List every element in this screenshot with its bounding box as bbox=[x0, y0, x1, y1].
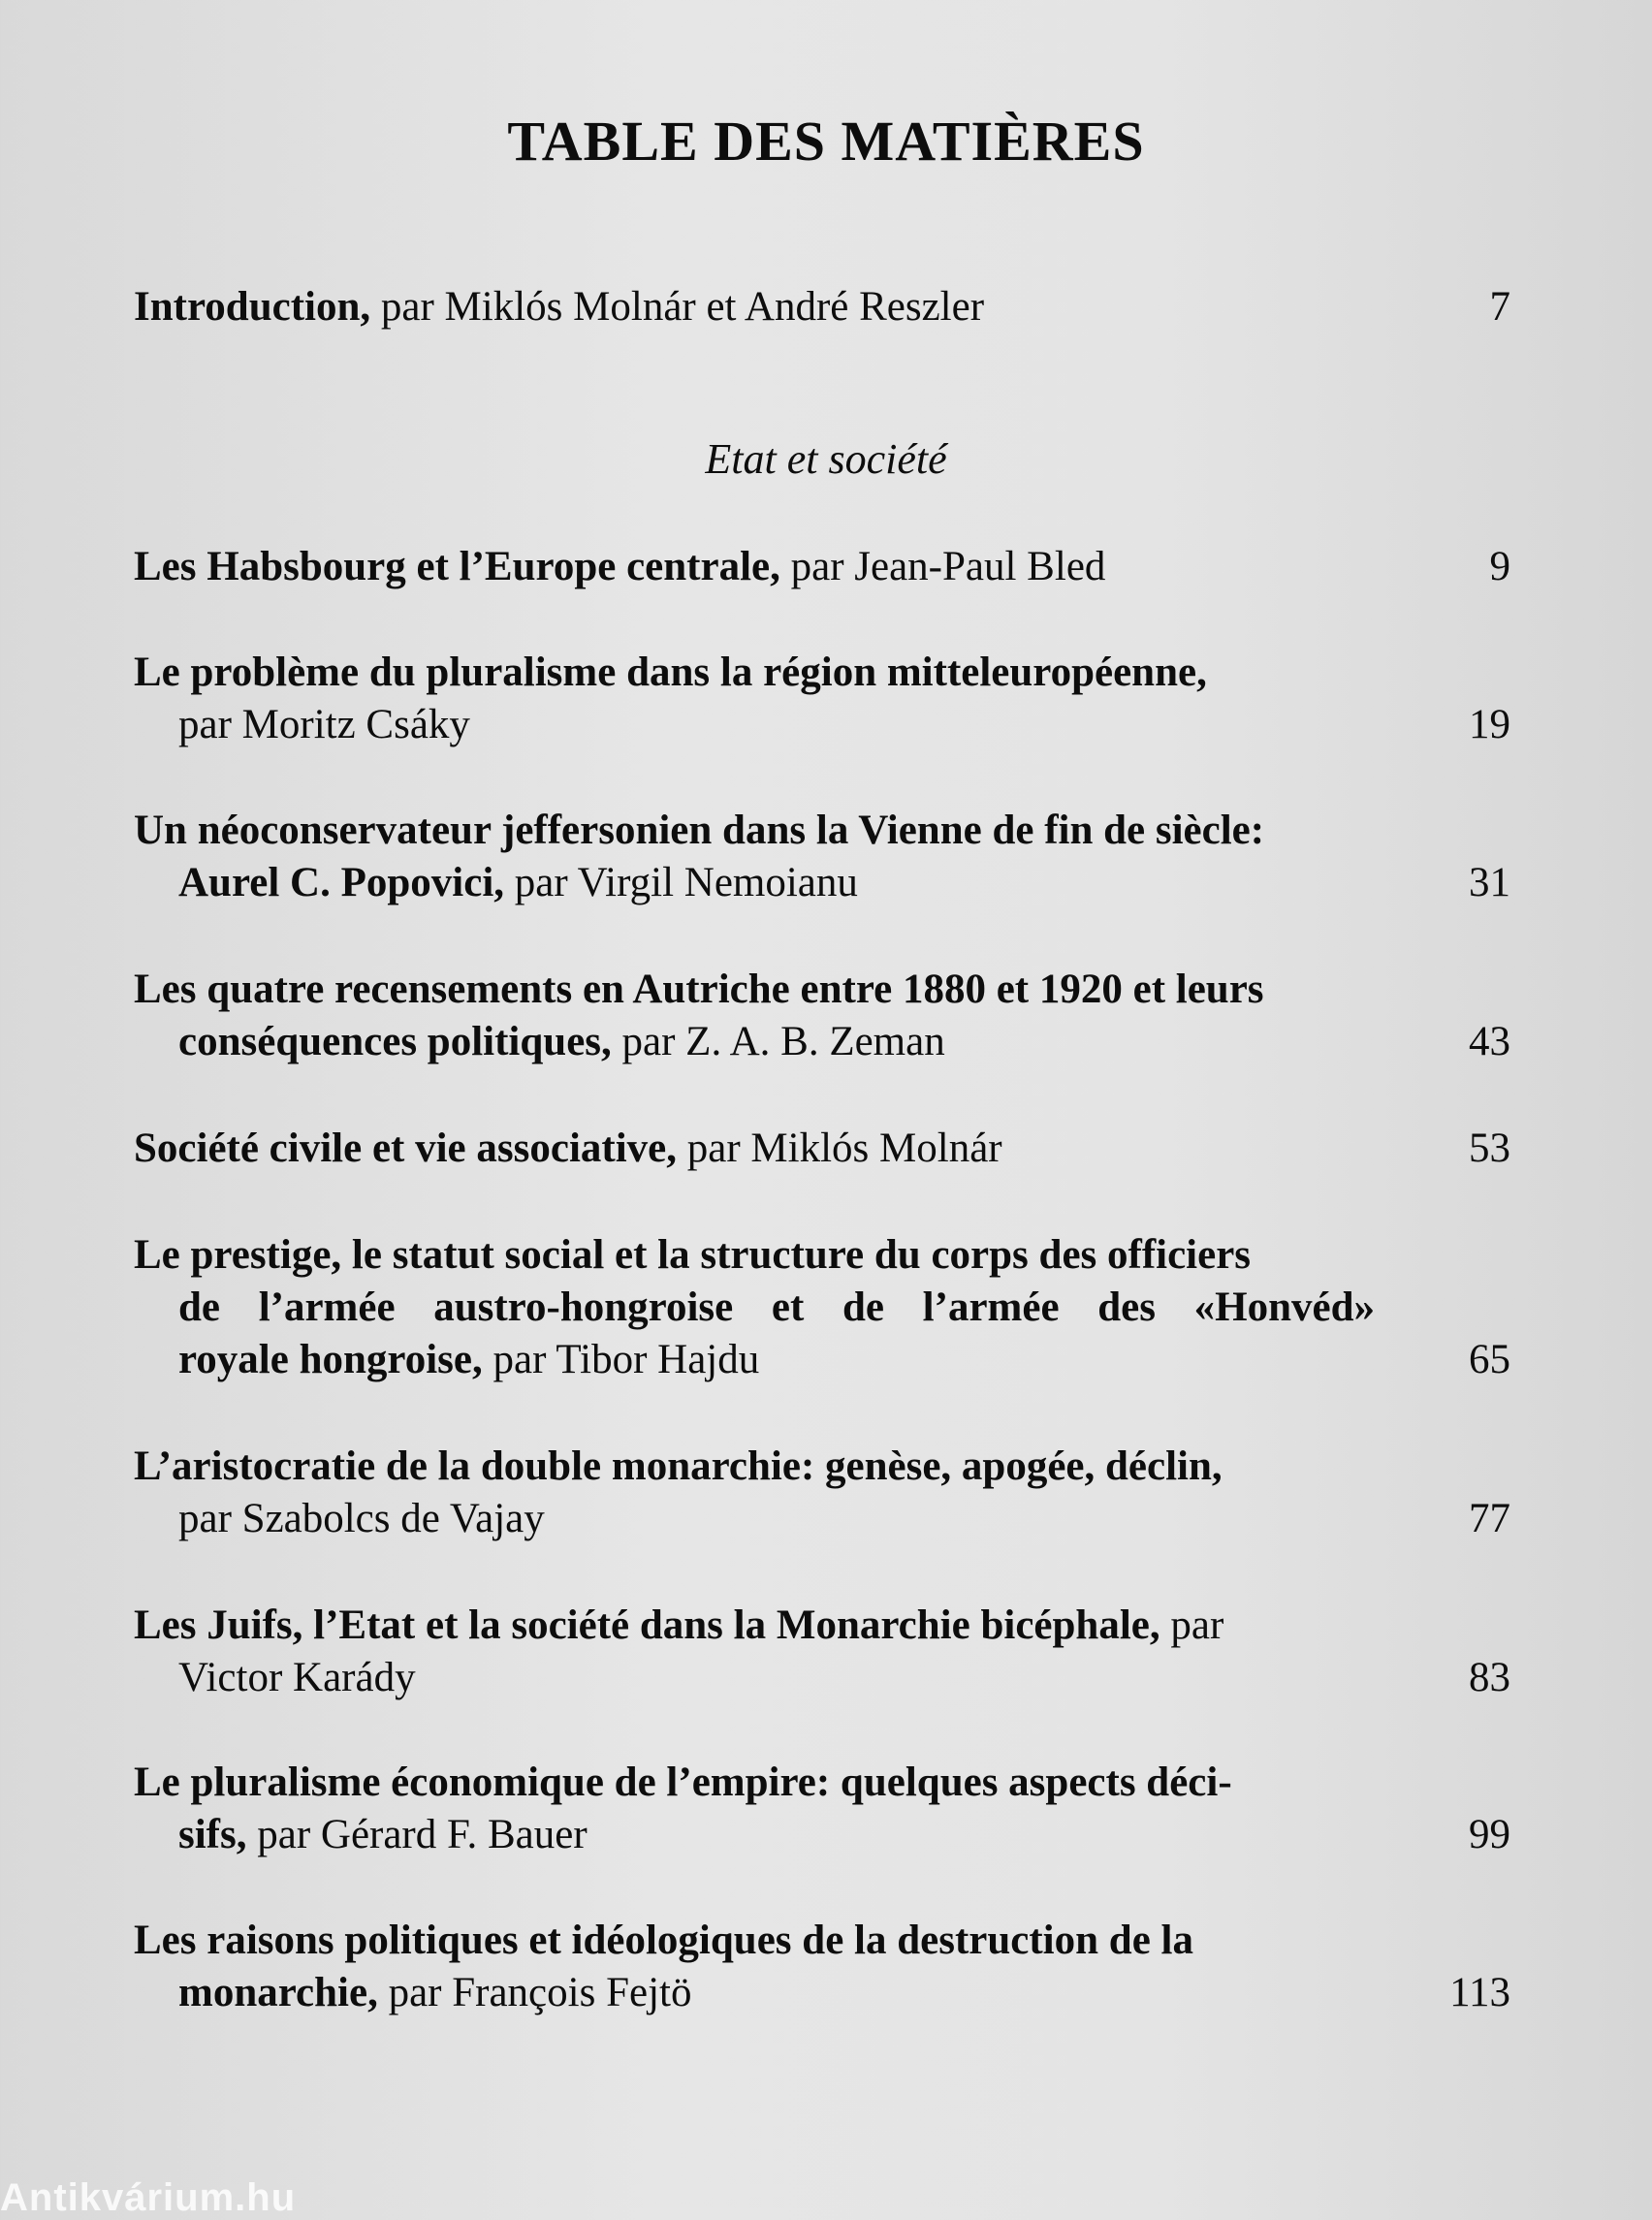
entry-author: par François Fejtö bbox=[377, 1970, 692, 2015]
toc-entry bbox=[134, 1441, 1510, 1545]
page-number: 99 bbox=[1469, 1812, 1510, 1857]
entry-title: Le prestige, le statut social et la structure du corps des officiers bbox=[134, 1232, 1252, 1278]
page-number: 83 bbox=[1469, 1655, 1510, 1700]
entry-author: par Moritz Csáky bbox=[178, 702, 470, 747]
entry-title-continued: conséquences politiques, bbox=[178, 1019, 612, 1064]
entry-author: par Tibor Hajdu bbox=[482, 1337, 760, 1382]
entry-author: par bbox=[1160, 1602, 1224, 1648]
section-heading: Etat et société bbox=[705, 435, 947, 483]
entry-title: Le pluralisme économique de l’empire: quelques aspects déci- bbox=[134, 1760, 1232, 1805]
entry-title: Le problème du pluralisme dans la région mitteleuropéenne, bbox=[134, 650, 1207, 695]
entry-title-continued: de l’armée austro-hongroise et de l’armée des «Honvéd» bbox=[178, 1284, 1375, 1330]
entry-author: par Gérard F. Bauer bbox=[246, 1812, 588, 1857]
entry-author: par Miklós Molnár bbox=[677, 1126, 1002, 1171]
toc-entry bbox=[134, 541, 1510, 593]
toc-entry bbox=[134, 964, 1510, 1068]
entry-author-continued: Victor Karády bbox=[178, 1655, 416, 1700]
entry-title-continued: monarchie, bbox=[178, 1970, 378, 2015]
page-number: 43 bbox=[1469, 1019, 1510, 1064]
page-number: 65 bbox=[1469, 1337, 1510, 1382]
page-number: 19 bbox=[1469, 702, 1510, 747]
entry-title: Les quatre recensements en Autriche entre 1880 et 1920 et leurs bbox=[134, 967, 1264, 1012]
page-number: 9 bbox=[1489, 544, 1510, 589]
entry-title: Les raisons politiques et idéologiques de la destruction de la bbox=[134, 1918, 1193, 1963]
entry-title: Les Habsbourg et l’Europe centrale, bbox=[134, 544, 780, 589]
entry-title: Un néoconservateur jeffersonien dans la Vienne de fin de siècle: bbox=[134, 808, 1265, 853]
page-number: 53 bbox=[1469, 1126, 1510, 1171]
entry-title-continued: royale hongroise, bbox=[178, 1337, 483, 1382]
entry-title-continued: Aurel C. Popovici, bbox=[178, 860, 505, 905]
toc-entry bbox=[134, 1915, 1510, 2019]
page-number: 113 bbox=[1449, 1970, 1510, 2015]
toc-entry bbox=[134, 281, 1510, 333]
watermark: Antikvárium.hu bbox=[0, 2176, 297, 2219]
entry-author: par Jean-Paul Bled bbox=[779, 544, 1106, 589]
toc-entry bbox=[134, 1123, 1510, 1175]
entry-author: par Szabolcs de Vajay bbox=[178, 1496, 545, 1541]
page-title: TABLE DES MATIÈRES bbox=[507, 110, 1145, 173]
toc-entry bbox=[134, 1757, 1510, 1861]
entry-title: Introduction, bbox=[134, 284, 371, 330]
page-number: 7 bbox=[1489, 284, 1510, 330]
entry-author: par Miklós Molnár et André Reszler bbox=[370, 284, 985, 330]
entry-title: Les Juifs, l’Etat et la société dans la Monarchie bicéphale, bbox=[134, 1602, 1160, 1648]
toc-entry bbox=[134, 647, 1510, 751]
entry-author: par Z. A. B. Zeman bbox=[611, 1019, 945, 1064]
toc-entry bbox=[134, 1600, 1510, 1704]
entry-title: L’aristocratie de la double monarchie: genèse, apogée, déclin, bbox=[134, 1443, 1223, 1489]
toc-entry bbox=[134, 1229, 1510, 1386]
page-number: 31 bbox=[1469, 860, 1510, 905]
toc-entry bbox=[134, 805, 1510, 909]
entry-title: Société civile et vie associative, bbox=[134, 1126, 677, 1171]
entry-author: par Virgil Nemoianu bbox=[504, 860, 858, 905]
entry-title-continued: sifs, bbox=[178, 1812, 247, 1857]
page-number: 77 bbox=[1469, 1496, 1510, 1541]
